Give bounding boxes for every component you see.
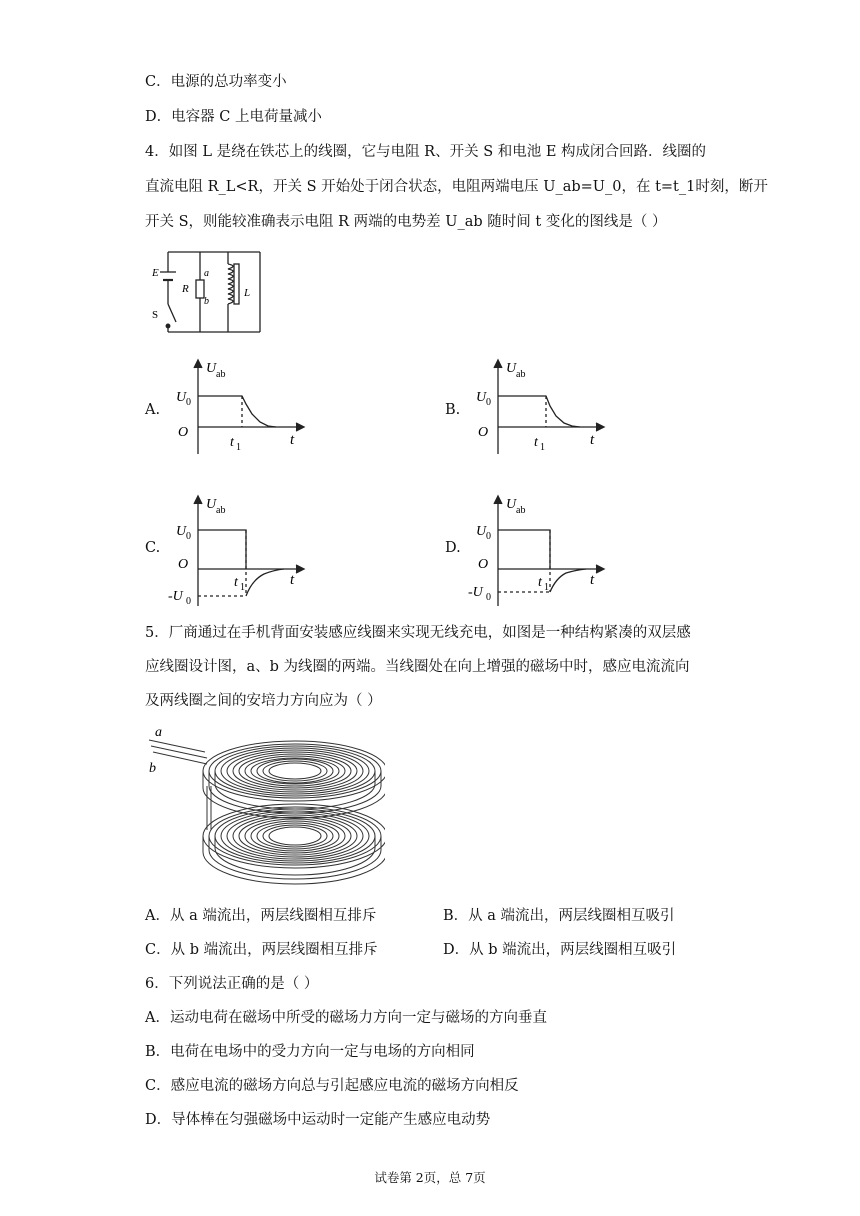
graph-c-u0: U bbox=[176, 524, 187, 539]
graph-c-y-sub: ab bbox=[216, 505, 226, 516]
graph-d-label: D. bbox=[445, 540, 461, 556]
q4-stem-line-2: 直流电阻 R_L<R，开关 S 开始处于闭合状态，电阻两端电压 U_ab=U_0，在 t=t_1时刻，断开 bbox=[145, 179, 768, 195]
q5-stem-line-2: 应线圈设计图，a、b 为线圈的两端。当线圈处在向上增强的磁场中时，感应电流流向 bbox=[145, 659, 690, 675]
graph-d-y-axis: U bbox=[506, 497, 517, 512]
coil-end-a: a bbox=[155, 726, 162, 740]
graph-d bbox=[468, 492, 610, 610]
q5-option-a: A．从 a 端流出，两层线圈相互排斥 bbox=[145, 908, 377, 924]
graph-a bbox=[168, 356, 310, 456]
graph-b-origin: O bbox=[478, 425, 489, 440]
graph-c-t1: t bbox=[234, 575, 238, 590]
graph-d-t1: t bbox=[538, 575, 542, 590]
graph-b-t-axis: t bbox=[590, 432, 595, 448]
q5-option-c: C．从 b 端流出，两层线圈相互排斥 bbox=[145, 942, 378, 958]
q5-option-b: B．从 a 端流出，两层线圈相互吸引 bbox=[443, 908, 675, 924]
graph-a-label: A. bbox=[145, 402, 161, 418]
q5-stem-line-1: 5．厂商通过在手机背面安装感应线圈来实现无线充电，如图是一种结构紧凑的双层感 bbox=[145, 625, 691, 641]
q3-option-d: D．电容器 C 上电荷量减小 bbox=[145, 109, 322, 125]
graph-b-y-sub: ab bbox=[516, 369, 526, 380]
q6-option-a: A．运动电荷在磁场中所受的磁场力方向一定与磁场的方向垂直 bbox=[145, 1010, 547, 1026]
graph-d-u0-sub: 0 bbox=[486, 531, 491, 542]
graph-d-t1-sub: 1 bbox=[544, 582, 549, 593]
graph-c-neg-u0-sub: 0 bbox=[186, 596, 191, 607]
graph-c-label: C. bbox=[145, 540, 161, 556]
graph-d-origin: O bbox=[478, 557, 489, 572]
coil-end-b: b bbox=[149, 761, 156, 776]
q4-stem-line-3: 开关 S，则能较准确表示电阻 R 两端的电势差 U_ab 随时间 t 变化的图线是（ ） bbox=[145, 214, 667, 230]
graph-c-t-axis: t bbox=[290, 572, 295, 588]
graph-b-u0-sub: 0 bbox=[486, 397, 491, 408]
label-a: a bbox=[204, 268, 209, 279]
q5-stem-line-3: 及两线圈之间的安培力方向应为（ ） bbox=[145, 693, 382, 709]
graph-c-t1-sub: 1 bbox=[240, 582, 245, 593]
graph-a-y-sub: ab bbox=[216, 369, 226, 380]
q6-option-b: B．电荷在电场中的受力方向一定与电场的方向相同 bbox=[145, 1044, 475, 1060]
graph-b bbox=[468, 356, 610, 456]
graph-d-u0: U bbox=[476, 524, 487, 539]
graph-a-origin: O bbox=[178, 425, 189, 440]
graph-c-neg-u0: -U bbox=[168, 589, 183, 604]
graph-b-y-axis: U bbox=[506, 361, 517, 376]
graph-c-origin: O bbox=[178, 557, 189, 572]
q4-stem-line-1: 4．如图 L 是绕在铁芯上的线圈，它与电阻 R、开关 S 和电池 E 构成闭合回路．线圈的 bbox=[145, 144, 707, 160]
label-E: E bbox=[152, 267, 159, 279]
graph-c-y-axis: U bbox=[206, 497, 217, 512]
page-footer: 试卷第 2页，总 7页 bbox=[374, 1170, 486, 1185]
graph-d-t-axis: t bbox=[590, 572, 595, 588]
q6-option-d: D．导体棒在匀强磁场中运动时一定能产生感应电动势 bbox=[145, 1112, 491, 1128]
graph-b-t1-sub: 1 bbox=[540, 442, 545, 453]
label-L: L bbox=[244, 287, 251, 299]
graph-a-t-axis: t bbox=[290, 432, 295, 448]
graph-b-u0: U bbox=[476, 390, 487, 405]
q4-circuit-diagram bbox=[148, 242, 268, 342]
graph-c-u0-sub: 0 bbox=[186, 531, 191, 542]
graph-a-t1: t bbox=[230, 435, 234, 450]
label-S: S bbox=[152, 309, 159, 321]
graph-a-u0-sub: 0 bbox=[186, 397, 191, 408]
graph-d-neg-u0: -U bbox=[468, 585, 483, 600]
graph-c bbox=[168, 492, 310, 610]
label-b: b bbox=[204, 296, 209, 307]
q6-stem: 6．下列说法正确的是（ ） bbox=[145, 976, 319, 992]
graph-a-y-axis: U bbox=[206, 361, 217, 376]
label-R: R bbox=[182, 283, 189, 295]
q6-option-c: C．感应电流的磁场方向总与引起感应电流的磁场方向相反 bbox=[145, 1078, 519, 1094]
q3-option-c: C．电源的总功率变小 bbox=[145, 74, 287, 90]
graph-b-label: B. bbox=[445, 402, 461, 418]
q5-option-d: D．从 b 端流出，两层线圈相互吸引 bbox=[443, 942, 677, 958]
graph-b-t1: t bbox=[534, 435, 538, 450]
graph-a-t1-sub: 1 bbox=[236, 442, 241, 453]
graph-d-y-sub: ab bbox=[516, 505, 526, 516]
q5-double-coil-figure bbox=[145, 726, 385, 896]
graph-d-neg-u0-sub: 0 bbox=[486, 592, 491, 603]
graph-a-u0: U bbox=[176, 390, 187, 405]
